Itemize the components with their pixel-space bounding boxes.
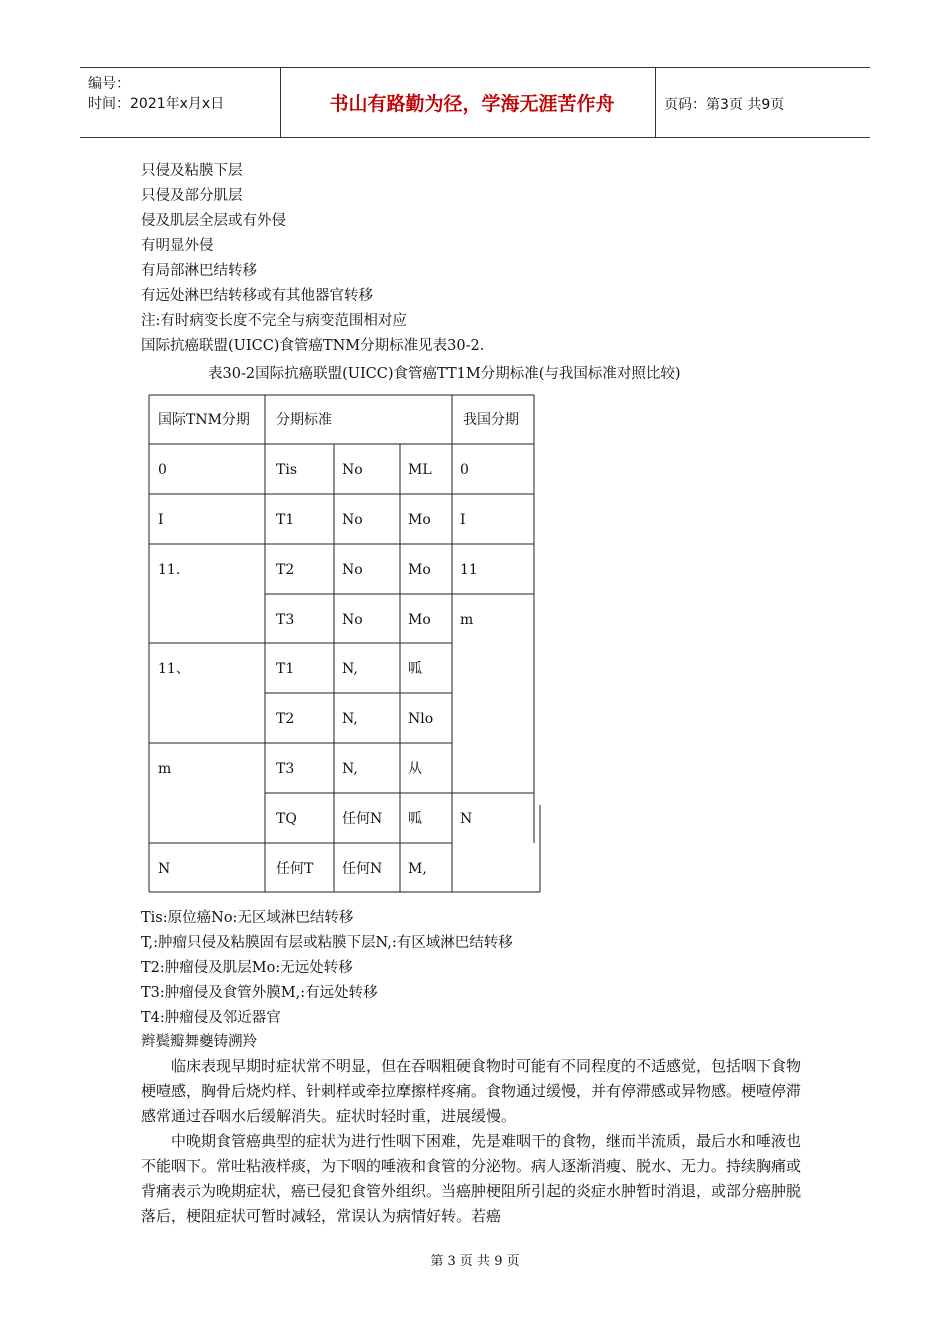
page-footer: 第 3 页 共 9 页 <box>430 1254 520 1269</box>
intl-stage-label: I <box>158 512 164 528</box>
cell-m: 呱 <box>408 661 422 677</box>
stage-line: 有局部淋巴结转移 <box>141 263 257 279</box>
cell-m: Mo <box>408 612 431 628</box>
stage-line: 有明显外侵 <box>141 238 214 254</box>
cell-t: T3 <box>276 612 295 628</box>
cell-t: T2 <box>276 562 295 578</box>
cell-t: T1 <box>276 661 295 677</box>
cell-n: 任何N <box>342 861 383 877</box>
legend-note: Tis:原位癌No:无区域淋巴结转移 <box>141 910 354 926</box>
stage-line: 侵及肌层全层或有外侵 <box>141 213 286 229</box>
cell-m: Mo <box>408 512 431 528</box>
cell-n: 任何N <box>342 811 383 827</box>
document-date-label: 时间：2021年x月x日 <box>88 96 225 112</box>
legend-note: T4:肿瘤侵及邻近器官 <box>141 1010 281 1026</box>
cell-m: 从 <box>408 761 422 777</box>
cell-n: N, <box>342 711 358 727</box>
cell-m: ML <box>408 462 432 478</box>
cell-t: T3 <box>276 761 295 777</box>
legend-note: T,:肿瘤只侵及粘膜固有层或粘膜下层N,:有区域淋巴结转移 <box>141 935 513 951</box>
cell-t: Tis <box>276 462 297 478</box>
stage-line: 有远处淋巴结转移或有其他器官转移 <box>141 288 373 304</box>
intl-stage-label: 11、 <box>158 661 190 677</box>
legend-note: T3:肿瘤侵及食管外膜M,:有远处转移 <box>141 985 378 1001</box>
column-header-china-stage: 我国分期 <box>463 412 519 428</box>
cell-china: 11 <box>460 562 478 578</box>
cell-t: T2 <box>276 711 295 727</box>
cell-m: 呱 <box>408 811 422 827</box>
intl-stage-label: 11. <box>158 562 181 578</box>
cell-n: N, <box>342 761 358 777</box>
header-page-info: 页码：第3页 共9页 <box>664 97 785 113</box>
note-line: 注:有时病变长度不完全与病变范围相对应 <box>141 313 407 329</box>
column-header-criteria: 分期标准 <box>276 412 332 428</box>
cell-n: No <box>342 512 363 528</box>
column-header-intl-tnm: 国际TNM分期 <box>158 412 250 428</box>
table-reference-line: 国际抗癌联盟(UICC)食管癌TNM分期标准见表30-2. <box>141 338 485 354</box>
cell-m: Nlo <box>408 711 434 727</box>
cell-china: N <box>460 811 473 827</box>
header-motto: 书山有路勤为径，学海无涯苦作舟 <box>329 93 615 115</box>
intl-stage-label: 0 <box>158 462 167 478</box>
table-caption: 表30-2国际抗癌联盟(UICC)食管癌TT1M分期标准(与我国标准对照比较) <box>208 366 681 382</box>
intl-stage-label: m <box>158 761 172 777</box>
cell-n: N, <box>342 661 358 677</box>
cell-china: m <box>460 612 474 628</box>
cell-china: 0 <box>460 462 469 478</box>
cell-m: Mo <box>408 562 431 578</box>
cell-t: TQ <box>276 811 297 827</box>
cell-m: M, <box>408 861 427 877</box>
intl-stage-label: N <box>158 861 171 877</box>
cell-t: T1 <box>276 512 295 528</box>
body-paragraph: 临床表现早期时症状常不明显，但在吞咽粗硬食物时可能有不同程度的不适感觉，包括咽下食物梗噎感，胸骨后烧灼样、针刺样或牵拉摩擦样疼痛。食物通过缓慢，并有停滞感或异物感。梗噎停滞感常通过吞咽水后缓解消失。症状时轻时重，进展缓慢。 <box>141 1057 802 1125</box>
body-paragraph: 中晚期食管癌典型的症状为进行性咽下困难，先是难咽干的食物，继而半流质，最后水和唾液也不能咽下。常吐粘液样痰，为下咽的唾液和食管的分泌物。病人逐渐消瘦、脱水、无力。持续胸痛或背痛表示为晚期症状，癌已侵犯食管外组织。当癌肿梗阻所引起的炎症水肿暂时消退，或部分癌肿脱落后，梗阻症状可暂时减轻，常误认为病情好转。若癌 <box>141 1132 802 1225</box>
stage-line: 只侵及部分肌层 <box>141 188 243 204</box>
document-number-label: 编号： <box>88 76 130 92</box>
cell-n: No <box>342 612 363 628</box>
cell-n: No <box>342 462 363 478</box>
stage-line: 只侵及粘膜下层 <box>141 163 243 179</box>
cell-n: No <box>342 562 363 578</box>
cell-china: I <box>460 512 466 528</box>
legend-note: T2:肿瘤侵及肌层Mo:无远处转移 <box>141 960 353 976</box>
garbled-line: 辫鬓瓣舞夔铸溯羚 <box>141 1034 257 1050</box>
cell-t: 任何T <box>276 861 314 877</box>
